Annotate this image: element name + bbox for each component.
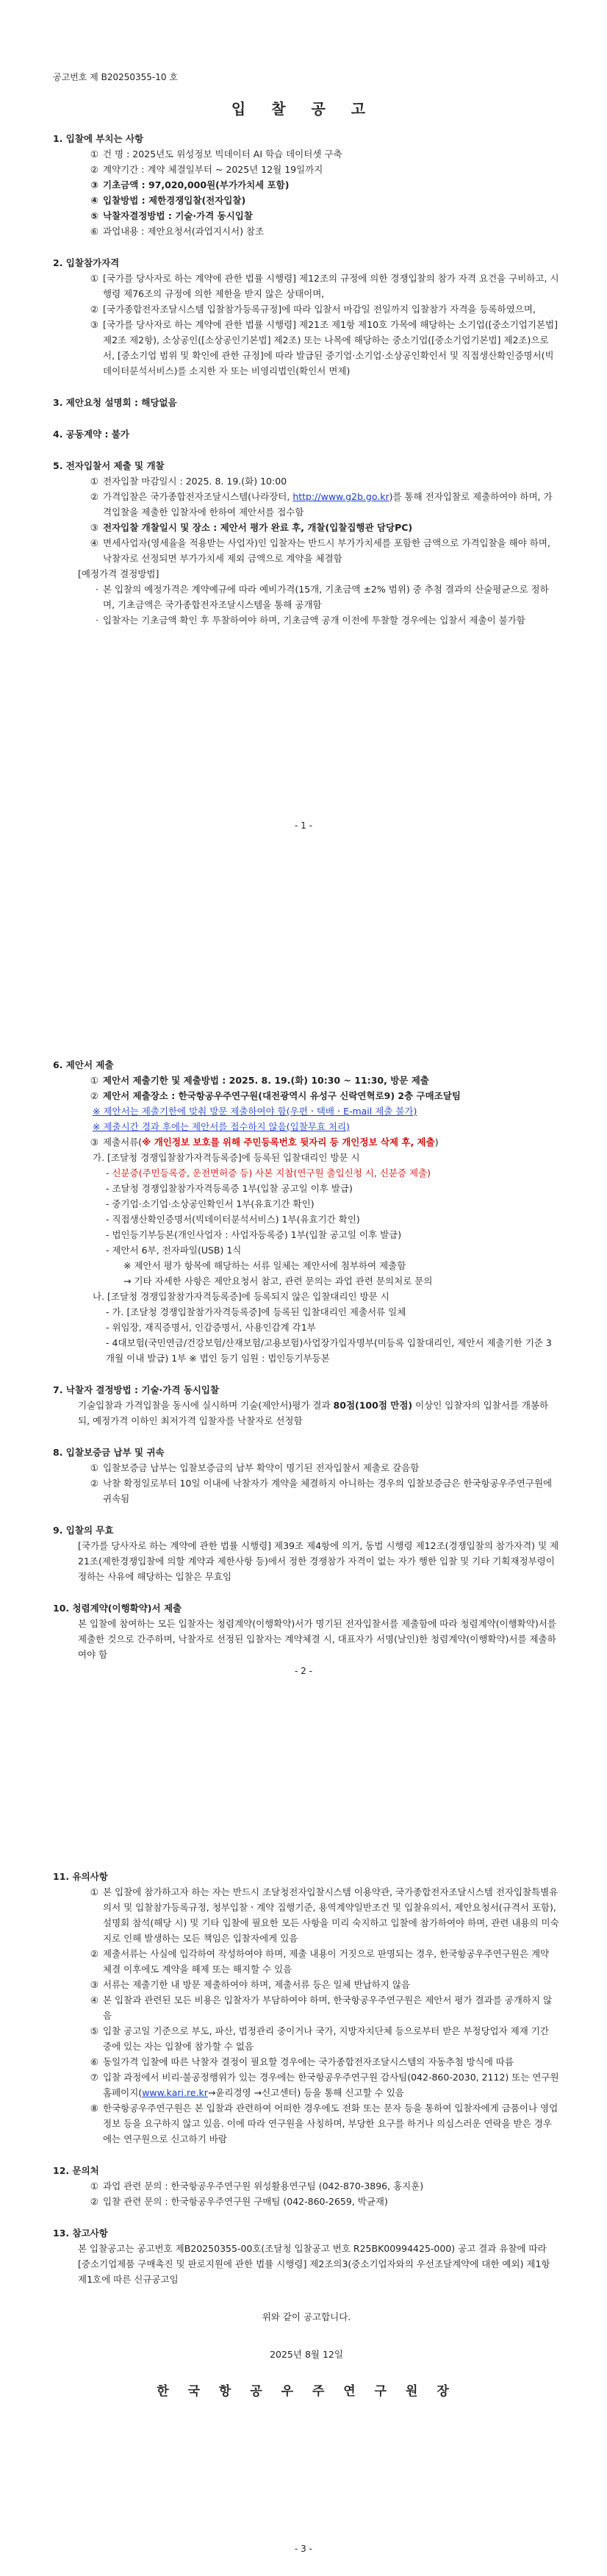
page-2 — [0, 853, 607, 1698]
section-2-heading: 2. 입찰참가자격 — [53, 257, 120, 268]
section-3-heading: 3. 제안요청 설명회 : 해당없음 — [53, 397, 177, 408]
issuing-organization: 한 국 항 공 우 주 연 구 원 장 — [157, 2384, 456, 2399]
section-10-heading: 10. 청렴계약(이행확약)서 제출 — [53, 1603, 182, 1614]
s5-item-3: ③ 전자입찰 개찰일시 및 장소 : 제안서 평가 완료 후, 개찰(입찰집행관 담당PC) — [90, 522, 413, 533]
s11-item-5: ⑤ 입찰 공고일 기준으로 부도, 파산, 법정관리 중이거나 국가, 지방자치단체 등으로부터 받은 부정당업자 제재 기간 중에 있는 자는 입찰에 참가할 수 없음 — [90, 2025, 549, 2052]
s6-na-1: - 가. [조달청 경쟁입찰참가자격등록증]에 등록된 입찰대리인 제출서류 일체 — [106, 1306, 406, 1317]
s1-item-2: ② 계약기간 : 계약 체결일부터 ~ 2025년 12월 19일까지 — [90, 164, 323, 175]
kari-link[interactable]: www.kari.re.kr — [142, 2087, 208, 2098]
s6-note-2: ※ 제출시간 경과 후에는 제안서를 접수하지 않음(입찰무효 처리) — [93, 1121, 350, 1132]
page-1 — [0, 0, 607, 853]
s6-na-2: - 위임장, 재직증명서, 인감증명서, 사용인감계 각1부 — [106, 1322, 316, 1333]
s8-item-2: ② 낙찰 확정일로부터 10일 이내에 낙찰자가 계약을 체결하지 아니하는 경우의 입찰보증금은 한국항공우주연구원에 귀속됨 — [90, 1478, 553, 1504]
estimated-price-item-1: · 본 입찰의 예정가격은 계약예규에 따라 예비가격(15개, 기초금액 ±2% 범위) 중 추첨 결과의 산술평균으로 정하며, 기초금액은 국가종합전자조달시스템을 통해 공개함 — [96, 584, 549, 610]
page-3 — [0, 1698, 607, 2576]
closing-text: 위와 같이 공고합니다. — [262, 2311, 351, 2322]
s1-item-1: ① 건 명 : 2025년도 위성정보 빅데이터 AI 학습 데이터셋 구축 — [90, 149, 342, 160]
s11-item-7: ⑦ 입찰 과정에서 비리·불공정행위가 있는 경우에는 한국항공우주연구원 감사팀(042-860-2030, 2112) 또는 연구원 홈페이지(www.kari.re.kr→윤리경영 →신고센터) 등을 통해 신고할 수 있음 — [90, 2072, 559, 2098]
s1-item-3: ③ 기초금액 : 97,020,000원(부가가치세 포함) — [90, 179, 290, 190]
section-11-heading: 11. 유의사항 — [53, 1871, 108, 1882]
s11-item-4: ④ 본 입찰과 관련된 모든 비용은 입찰자가 부담하여야 하며, 한국항공우주연구원은 제안서 평가 결과를 공개하지 않음 — [90, 1994, 553, 2021]
s6-item-1: ① 제안서 제출기한 및 제출방법 : 2025. 8. 19.(화) 10:30 ~ 11:30, 방문 제출 — [90, 1075, 429, 1086]
s2-item-2: ② [국가종합전자조달시스템 입찰참가등록규정]에 따라 입찰서 마감일 전일까지 입찰참가 자격을 등록하였으며, — [90, 304, 536, 315]
s1-item-4: ④ 입찰방법 : 제한경쟁입찰(전자입찰) — [90, 195, 246, 206]
section-13-heading: 13. 참고사항 — [53, 2228, 108, 2239]
s6-item-3: ③ 제출서류(※ 개인정보 보호를 위해 주민등록번호 뒷자리 등 개인정보 삭제 후, 제출) — [90, 1137, 439, 1148]
s1-item-6: ⑥ 과업내용 : 제안요청서(과업지시서) 참조 — [90, 226, 265, 237]
document-title: 입 찰 공 고 — [231, 100, 376, 118]
page-number-1: - 1 - — [295, 820, 312, 831]
s13-body: 본 입찰공고는 공고번호 제B20250355-00호(조달청 입찰공고 번호 R25BK00994425-000) 공고 결과 유찰에 따라 [중소기업제품 구매촉진 및 판로지원에 관한 법률 시행령] 제2조의3(중소기업자와의 우선조달계약에 대한 예외) 제1항 제1호에 따른 신규공고임 — [78, 2243, 550, 2285]
s2-item-3: ③ [국가를 당사자로 하는 계약에 관한 법률 시행령] 제21조 제1항 제10호 가목에 해당하는 소기업([중소기업기본법] 제2조 제2항), 소상공인([소상공인기본법] 제2조) 또는 나목에 해당하는 중소기업([중소기업기본법] 제2조)으로서, [중소기업 범위 및 확인에 관한 규정]에 따라 발급된 중기업·소기업·소상공인확인서 및 직접생산확인증명서(빅데이터분석서비스)를 소지한 자 또는 비영리법인(확인서 면제) — [90, 319, 558, 376]
estimated-price-item-2: · 입찰자는 기초금액 확인 후 투찰하여야 하며, 기초금액 공개 이전에 투찰할 경우에는 입찰서 제출이 불가함 — [96, 615, 525, 626]
s6-ga-4: - 직접생산확인증명서(빅데이터분석서비스) 1부(유효기간 확인) — [106, 1214, 360, 1225]
section-12-heading: 12. 문의처 — [53, 2165, 99, 2176]
s6-ga-heading: 가. [조달청 경쟁입찰참가자격등록증]에 등록된 입찰대리인 방문 시 — [93, 1152, 360, 1163]
estimated-price-heading: [예정가격 결정방법] — [78, 568, 159, 579]
section-8-heading: 8. 입찰보증금 납부 및 귀속 — [53, 1447, 165, 1458]
s8-item-1: ① 입찰보증금 납부는 입찰보증금의 납부 확약이 명기된 전자입찰서 제출로 갈음함 — [90, 1462, 420, 1473]
notice-date: 2025년 8월 12일 — [270, 2349, 343, 2360]
section-9-heading: 9. 입찰의 무효 — [53, 1525, 114, 1536]
s11-item-8: ⑧ 한국항공우주연구원은 본 입찰과 관련하여 어떠한 경우에도 전화 또는 문자 등을 통하여 입찰자에게 금품이나 영업 정보 등을 요구하지 않고 있음. 이에 따라 연구원을 사칭하며, 부당한 요구를 하거나 의심스러운 연락을 받은 경우에는 연구원으로 신고하기 바람 — [90, 2103, 558, 2144]
page-number-2: - 2 - — [295, 1666, 312, 1676]
notice-number: 공고번호 제 B20250355-10 호 — [53, 72, 178, 82]
section-1-heading: 1. 입찰에 부치는 사항 — [53, 133, 144, 144]
s6-ga-3: - 중기업·소기업·소상공인확인서 1부(유효기간 확인) — [106, 1198, 315, 1209]
s6-note-1: ※ 제안서는 제출기한에 맞춰 방문 제출하여야 함(우편ㆍ택배ㆍE-mail 제출 불가) — [93, 1106, 417, 1117]
s11-item-2: ② 제출서류는 사실에 입각하여 작성하여야 하며, 제출 내용이 거짓으로 판명되는 경우, 한국항공우주연구원은 계약 체결 이후에도 계약을 해제 또는 해지할 수 있음 — [90, 1948, 550, 1975]
s6-ga-7: ※ 제안서 평가 항목에 해당하는 서류 일체는 제안서에 첨부하여 제출함 — [123, 1260, 406, 1271]
s11-item-1: ① 본 입찰에 참가하고자 하는 자는 반드시 조달청전자입찰시스템 이용약관, 국가종합전자조달시스템 전자입찰특별유의서 및 입찰참가등록규정, 청부입찰ㆍ계약 집행기준, 용역계약일반조건 및 입찰유의서, 제안요청서(규격서 포함), 설명회 참석(해당 시) 및 기타 입찰에 필요한 모든 사항을 미리 숙지하고 입찰에 참가하여야 하며, 관련 내용의 미숙지로 인해 발생하는 모든 책임은 입찰자에게 있음 — [90, 1886, 559, 1944]
s5-item-2: ② 가격입찰은 국가종합전자조달시스템(나라장터, http://www.g2b.go.kr)를 통해 전자입찰로 제출하여야 하며, 가격입찰을 제출한 입찰자에 한하여 제안서를 접수함 — [90, 491, 553, 518]
s6-ga-6: - 제안서 6부, 전자파일(USB) 1식 — [106, 1245, 242, 1256]
section-7-heading: 7. 낙찰자 결정방법 : 기술·가격 동시입찰 — [53, 1384, 220, 1395]
section-6-heading: 6. 제안서 제출 — [53, 1059, 114, 1070]
s5-item-1: ① 전자입찰 마감일시 : 2025. 8. 19.(화) 10:00 — [90, 476, 287, 487]
page-3-body — [53, 1869, 560, 2400]
g2b-link[interactable]: http://www.g2b.go.kr — [292, 491, 389, 502]
s6-ga-1: - 신분증(주민등록증, 운전면허증 등) 사본 지참(연구원 출입신청 시, 신분증 제출) — [106, 1167, 431, 1178]
s6-item-2: ② 제안서 제출장소 : 한국항공우주연구원(대전광역시 유성구 신락연혁로9) 2층 구매조달팀 — [90, 1090, 461, 1101]
section-5-heading: 5. 전자입찰서 제출 및 개찰 — [53, 460, 165, 471]
s6-na-heading: 나. [조달청 경쟁입찰참가자격등록증]에 등록되지 않은 입찰대리인 방문 시 — [93, 1291, 389, 1302]
s12-item-2: ② 입찰 관련 문의 : 한국항공우주연구원 구매팀 (042-860-2659, 박균재) — [90, 2196, 388, 2207]
s1-item-5: ⑤ 낙찰자결정방법 : 기술·가격 동시입찰 — [90, 210, 253, 221]
s6-na-3: - 4대보험(국민연금/건강보험/산재보험/고용보험)사업장가입자명부(미등록 입찰대리인, 제안서 제출기한 기준 3개월 이내 발급) 1부 ※ 법인 등기 임원 : 법인등기부등본 — [106, 1337, 552, 1364]
s6-ga-5: - 법인등기부등본(개인사업자 : 사업자등록증) 1부(입찰 공고일 이후 발급) — [106, 1229, 402, 1240]
s11-item-6: ⑥ 동일가격 입찰에 따른 낙찰자 결정이 필요할 경우에는 국가종합전자조달시스템의 자동추첨 방식에 따름 — [90, 2056, 514, 2067]
s7-body: 기술입찰과 가격입찰을 동시에 실시하며 기술(제안서)평가 결과 80점(100점 만점) 이상인 입찰자의 입찰서를 개봉하되, 예정가격 이하인 최저가격 입찰자를 낙찰자로 선정함 — [78, 1400, 549, 1426]
s5-item-4: ④ 면세사업자(영세율을 적용받는 사업자)인 입찰자는 반드시 부가가치세를 포함한 금액으로 가격입찰을 해야 하며, 낙찰자로 선정되면 부가가치세 제외 금액으로 계약을 체결함 — [90, 537, 550, 564]
page-1-body — [53, 131, 560, 628]
s11-item-3: ③ 서류는 제출기한 내 방문 제출하여야 하며, 제출서류 등은 일체 반납하지 않음 — [90, 1979, 411, 1990]
s2-item-1: ① [국가를 당사자로 하는 계약에 관한 법률 시행령] 제12조의 규정에 의한 경쟁입찰의 참가 자격 요건을 구비하고, 시행령 제76조의 규정에 의한 제한을 받지 않은 상태이며, — [90, 273, 559, 299]
s12-item-1: ① 과업 관련 문의 : 한국항공우주연구원 위성활용연구팀 (042-870-3896, 홍지훈) — [90, 2180, 424, 2192]
s6-ga-8: → 기타 자세한 사항은 제안요청서 참고, 관련 문의는 과업 관련 문의처로 문의 — [123, 1276, 433, 1287]
s9-body: [국가를 당사자로 하는 계약에 관한 법률 시행령] 제39조 제4항에 의거, 동법 시행령 제12조(경쟁입찰의 참가자격) 및 제21조(제한경쟁입찰에 의할 계약과 제한사항 등)에서 정한 경쟁참가 자격이 없는 자가 행한 입찰 및 기타 기획재정부령이 정하는 사유에 해당하는 입찰은 무효임 — [78, 1540, 559, 1582]
page-2-body — [53, 1057, 560, 1662]
section-4-heading: 4. 공동계약 : 불가 — [53, 429, 129, 440]
s10-body: 본 입찰에 참여하는 모든 입찰자는 청렴계약(이행확약)서가 명기된 전자입찰서를 제출함에 따라 청렴계약(이행확약)서를 제출한 것으로 간주하며, 낙찰자로 선정된 입찰자는 계약체결 시, 대표자가 서명(날인)한 청렴계약(이행확약)서를 제출하여야 함 — [78, 1618, 556, 1660]
page-number-3: - 3 - — [295, 2544, 312, 2554]
s6-ga-2: - 조달청 경쟁입찰참가자격등록증 1부(입찰 공고일 이후 발급) — [106, 1183, 353, 1194]
